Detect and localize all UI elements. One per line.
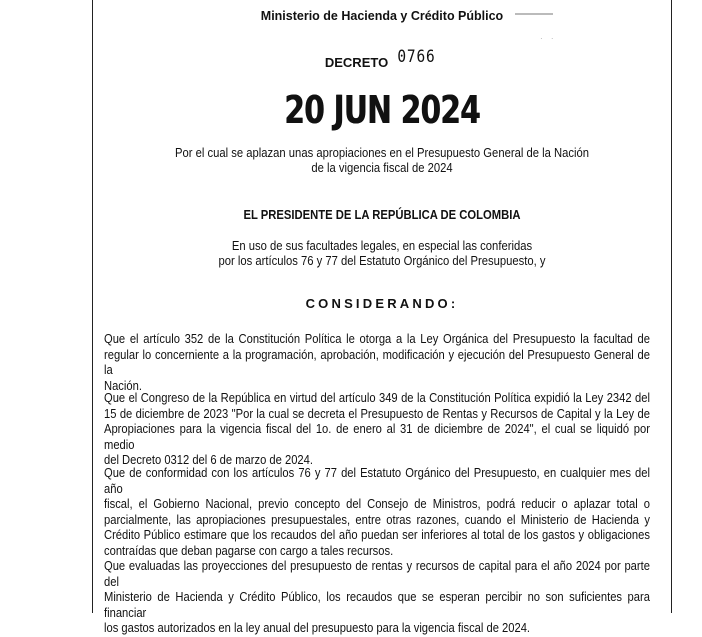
paragraph-line: los gastos autorizados en la ley anual del presupuesto para la vigencia fiscal de 2024. — [104, 621, 531, 635]
legal-powers-line: por los artículos 76 y 77 del Estatuto Orgánico del Presupuesto, y — [218, 254, 546, 268]
considerando-paragraph — [104, 332, 650, 394]
date-stamp: 20 JUN 2024 — [284, 88, 480, 132]
paragraph-line: Que de conformidad con los artículos 76 y 77 del Estatuto Orgánico del Presupuesto, en cualquier mes del año — [104, 466, 650, 496]
decree-subject — [122, 146, 642, 176]
legal-powers — [122, 239, 642, 269]
considerando-heading: CONSIDERANDO: — [305, 296, 459, 311]
paragraph-line: 15 de diciembre de 2023 "Por la cual se decreta el Presupuesto de Rentas y Recursos de Capital y la Ley de — [104, 406, 650, 421]
legal-powers-line: En uso de sus facultades legales, en especial las conferidas — [231, 239, 533, 253]
paragraph-line: Que evaluadas las proyecciones del presupuesto de rentas y recursos de capital para el año 2024 por parte del — [104, 559, 650, 589]
paragraph-line: Crédito Público estimare que los recaudos del año puedan ser inferiores al total de los gastos y obligaciones — [104, 528, 650, 542]
considerando-paragraph — [104, 466, 650, 559]
paragraph-line: Que el Congreso de la República en virtud del artículo 349 de la Constitución Política expidió la Ley 2342 del — [104, 391, 650, 405]
paragraph-line: del Decreto 0312 del 6 de marzo de 2024. — [104, 453, 313, 467]
scan-artifact-dots: · · — [540, 34, 557, 43]
decree-header — [93, 47, 671, 72]
paragraph-line: contraídas que deban pagarse con cargo a tales recursos. — [104, 543, 394, 558]
decree-subject-line: Por el cual se aplazan unas apropiaciones en el Presupuesto General de la Nación — [174, 146, 590, 160]
paragraph-line: regular lo concerniente a la programación, aprobación, modificación y ejecución del Presupuesto General de la — [104, 347, 650, 377]
decree-subject-line: de la vigencia fiscal de 2024 — [311, 161, 453, 175]
paragraph-line: parcialmente, las apropiaciones presupuestales, entre otras razones, cuando el Ministerio de Hacienda y — [104, 512, 650, 527]
considerando-paragraph — [104, 391, 650, 469]
paragraph-line: Apropiaciones para la vigencia fiscal del 1o. de enero al 31 de diciembre de 2024", el cual se liquidó por medio — [104, 422, 650, 452]
considerando-paragraph — [104, 559, 650, 637]
ministry-heading: Ministerio de Hacienda y Crédito Público — [260, 9, 504, 23]
page-border-right — [671, 0, 672, 613]
decree-label: DECRETO — [324, 55, 389, 70]
president-heading: EL PRESIDENTE DE LA REPÚBLICA DE COLOMBIA — [243, 208, 521, 222]
paragraph-line: Que el artículo 352 de la Constitución Política le otorga a la Ley Orgánica del Presupuesto la facultad de — [104, 332, 650, 346]
paragraph-line: Ministerio de Hacienda y Crédito Público, los recaudos que se esperan percibir no son suficientes para financiar — [104, 590, 650, 620]
paragraph-line: fiscal, el Gobierno Nacional, previo concepto del Consejo de Ministros, podrá reducir o aplazar total o — [104, 497, 650, 511]
decree-number: 0766 — [397, 47, 436, 67]
paragraph-line: Nación. — [104, 378, 142, 393]
